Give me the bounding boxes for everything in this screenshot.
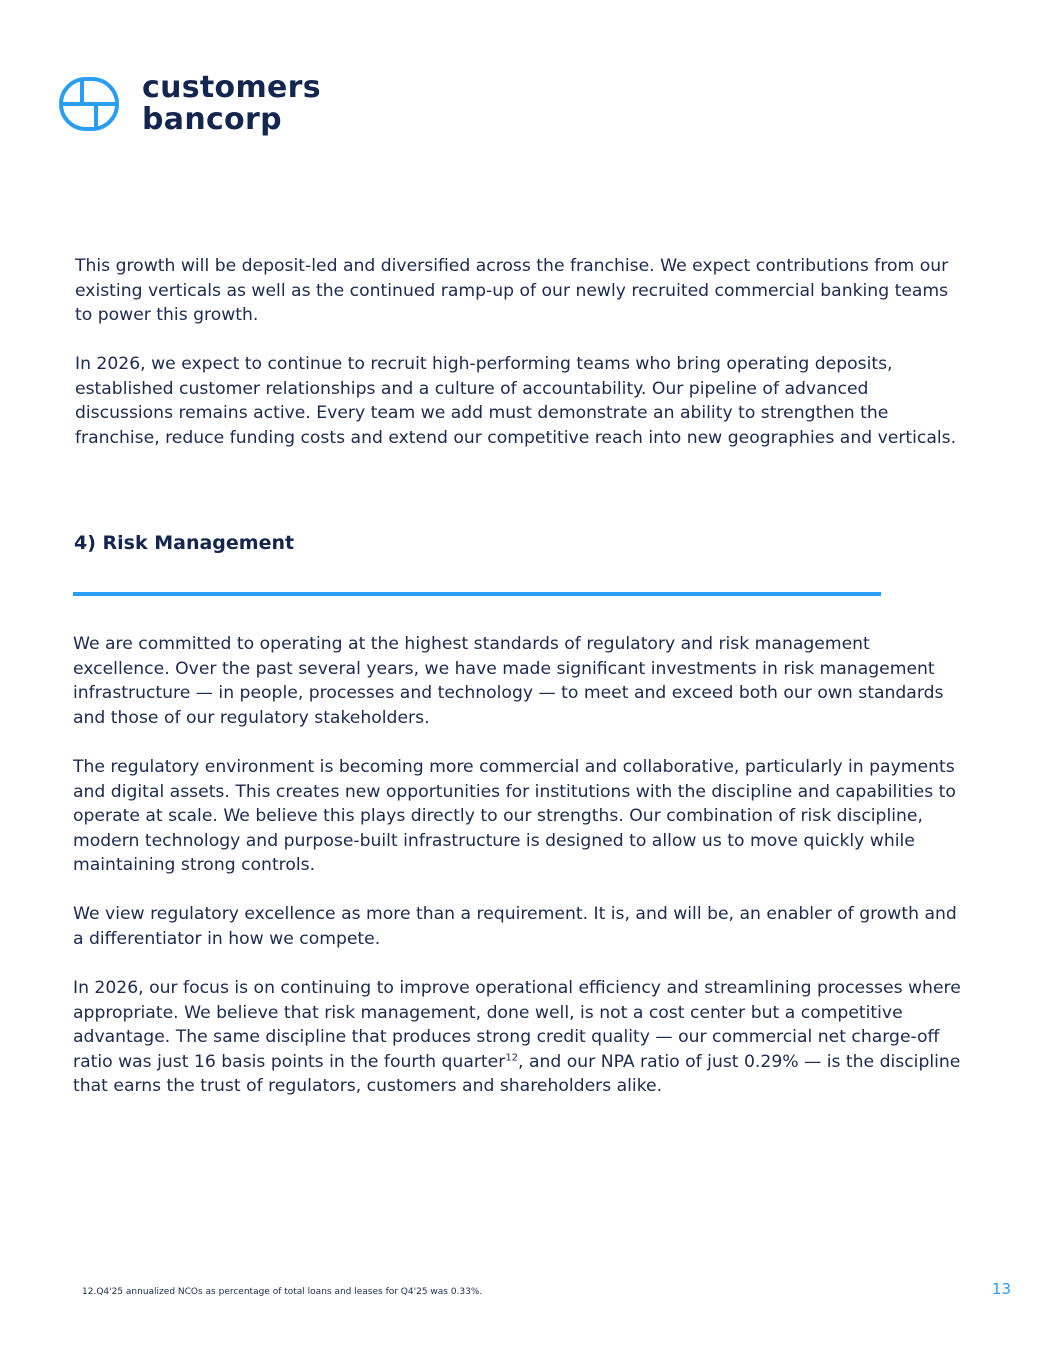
logo-line-2: bancorp xyxy=(142,102,282,137)
logo-mark-icon xyxy=(58,74,120,134)
section-divider xyxy=(73,592,881,596)
risk-paragraph-2: The regulatory environment is becoming more commercial and collaborative, particularly in payments and digital assets. This creates new opportunities for institutions with the discipline and capabilities to operate at scale. We believe this plays directly to our strengths. Our combination of risk discipline, modern technology and purpose-built infrastructure is designed to allow us to move quickly while maintaining strong controls. xyxy=(73,757,956,876)
risk-paragraph-4 xyxy=(73,976,963,1099)
company-logo xyxy=(58,72,321,136)
intro-paragraph-2: In 2026, we expect to continue to recruit high-performing teams who bring operating deposits, established customer relationships and a culture of accountability. Our pipeline of advanced discussions remains active. Every team we add must demonstrate an ability to strengthen the franchise, reduce funding costs and extend our competitive reach into new geographies and verticals. xyxy=(75,354,957,448)
intro-paragraph-1: This growth will be deposit-led and diversified across the franchise. We expect contributions from our existing verticals as well as the continued ramp-up of our newly recruited commercial banking teams to power this growth. xyxy=(75,256,949,326)
page-number: 13 xyxy=(991,1280,1011,1298)
footnote-reference: 12 xyxy=(505,1052,519,1064)
risk-paragraph-4-end: , and our NPA ratio of just 0.29% — is the discipline that earns the trust of regulators, customers and shareholders alike. xyxy=(73,1051,961,1097)
footnote-text: 12.Q4'25 annualized NCOs as percentage of total loans and leases for Q4'25 was 0.33%. xyxy=(82,1287,483,1297)
risk-paragraph-1: We are committed to operating at the highest standards of regulatory and risk management excellence. Over the past several years, we have made significant investments in risk management infrastructure — in people, processes and technology — to meet and exceed both our own standards and those of our regulatory stakeholders. xyxy=(73,634,944,728)
logo-wordmark xyxy=(142,72,321,136)
logo-line-1: customers xyxy=(142,70,321,105)
risk-paragraph-3: We view regulatory excellence as more than a requirement. It is, and will be, an enabler of growth and a differentiator in how we compete. xyxy=(73,904,957,949)
risk-paragraph-4-start: In 2026, our focus is on continuing to improve operational efficiency and streamlining processes where appropriate. We believe that risk management, done well, is not a cost center but a competitive advantage. The same discipline that produces strong credit quality — our commercial net charge-off ratio was just 16 basis points in the fourth quarter xyxy=(73,978,961,1072)
section-heading: 4) Risk Management xyxy=(74,532,295,554)
